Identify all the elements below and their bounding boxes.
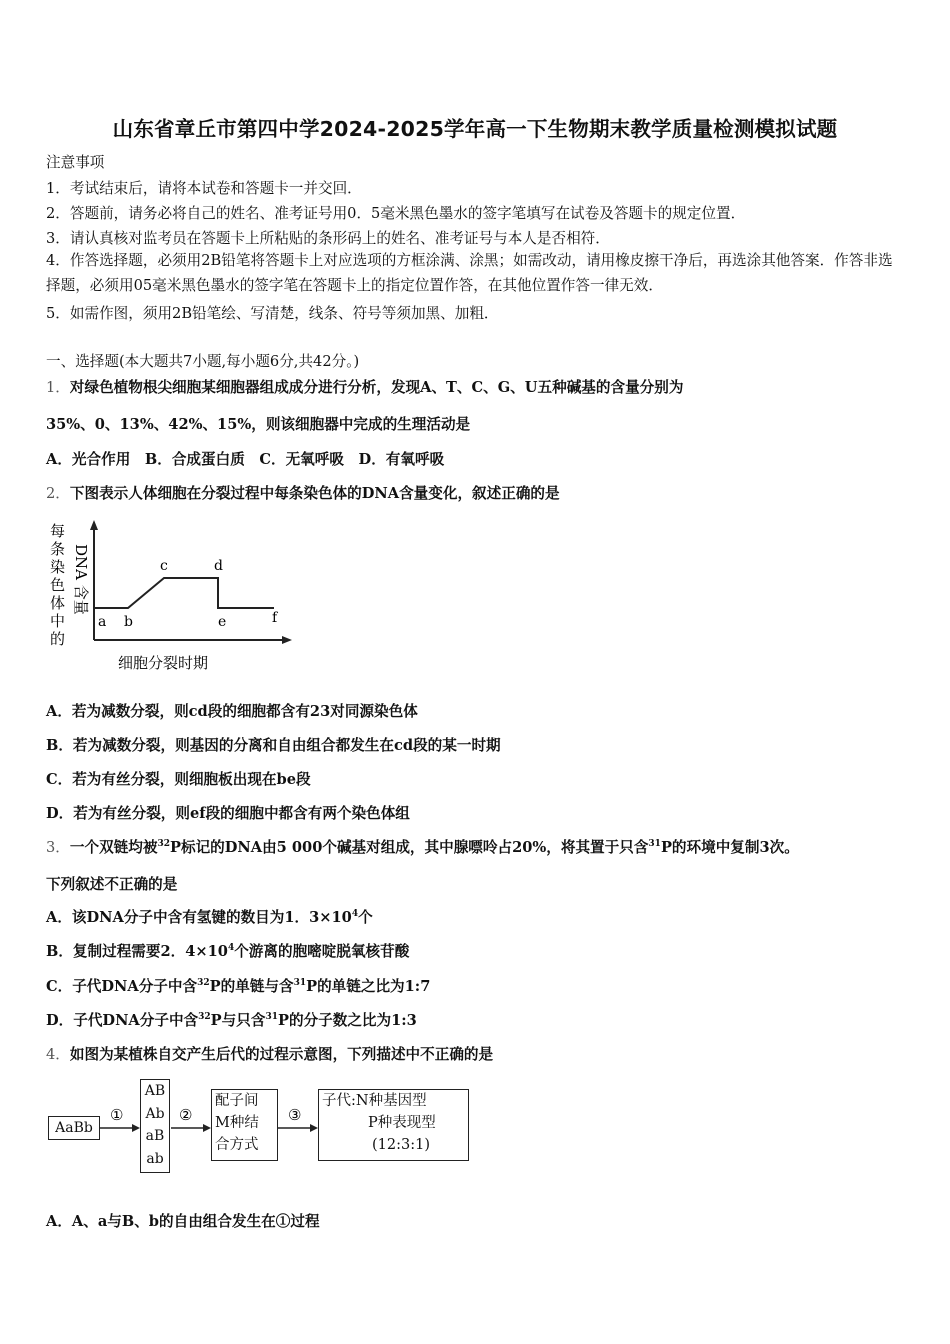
offspring-line-1: 子代:N种基因型: [322, 1093, 427, 1109]
question-2-option-b-text: B．若为减数分裂，则基因的分离和自由组合都发生在cd段的某一时期: [46, 737, 501, 754]
arrow-1: [100, 1104, 140, 1144]
point-b: b: [124, 614, 133, 630]
arrow-3: [278, 1104, 318, 1144]
q3-optD-p1: D．子代DNA分子中含: [46, 1012, 199, 1029]
question-2-option-d-text: D．若为有丝分裂，则ef段的细胞中都含有两个染色体组: [46, 805, 410, 822]
question-2-stem: [46, 482, 560, 503]
question-1-number: 1．: [46, 379, 70, 396]
section-heading: 一、选择题(本大题共7小题,每小题6分,共42分。): [46, 353, 360, 370]
gamete-Ab: Ab: [145, 1105, 165, 1122]
question-4-option-a: [46, 1210, 320, 1231]
combination-box: [211, 1089, 278, 1161]
question-1-stem-b: [46, 413, 470, 434]
q3-optB-sup: 4: [227, 943, 235, 954]
question-3-stem-b: [46, 873, 177, 894]
question-2-option-c: [46, 768, 311, 789]
y-axis-label-col2: DNA 含量: [72, 544, 90, 615]
question-2-option-b: [46, 734, 501, 755]
offspring-line-3: (12:3:1): [372, 1137, 430, 1153]
question-2-option-a: [46, 700, 418, 721]
q3-optA-p1: A．该DNA分子中含有氢键的数目为1．3×10: [46, 909, 352, 926]
q3-stem-sup1: 32: [157, 839, 170, 850]
question-1-options-text: A．光合作用 B．合成蛋白质 C．无氧呼吸 D．有氧呼吸: [46, 451, 445, 468]
offspring-line-2: P种表现型: [368, 1115, 436, 1131]
parent-genotype-box: AaBb: [48, 1116, 100, 1140]
point-f: f: [272, 610, 278, 626]
question-3-stem-b-text: 下列叙述不正确的是: [46, 876, 178, 893]
question-3-option-c: [46, 975, 430, 996]
q3-optD-sup1: 32: [198, 1012, 211, 1023]
q3-optC-p3: P的单链之比为1:7: [306, 978, 431, 995]
x-axis-label: 细胞分裂时期: [118, 654, 209, 672]
notice-item-2: 2．答题前，请务必将自己的姓名、准考证号用0．5毫米黑色墨水的签字笔填写在试卷及答题卡的规定位置．: [46, 205, 746, 222]
combine-line-1: 配子间: [215, 1093, 259, 1109]
question-1-stem-b-text: 35%、0、13%、42%、15%，则该细胞器中完成的生理活动是: [46, 416, 471, 433]
page-title: 山东省章丘市第四中学2024-2025学年高一下生物期末教学质量检测模拟试题: [112, 117, 838, 141]
question-4-number: 4．: [46, 1046, 70, 1063]
notice-item-4: 4．作答选择题，必须用2B铅笔将答题卡上对应选项的方框涂满、涂黑；如需改动，请用橡皮擦干净后，再选涂其他答案．作答非选择题，必须用05毫米黑色墨水的签字笔在答题卡上的指定位置作答，在其他位置作答一律无效．: [46, 252, 893, 294]
question-3-option-b: [46, 940, 409, 961]
q3-optD-p2: P与只含: [210, 1012, 266, 1029]
q3-stem-p2: P标记的DNA由5 000个碱基对组成，其中腺嘌呤占20%，将其置于只含: [170, 839, 649, 856]
combine-line-3: 合方式: [215, 1137, 259, 1153]
q3-optC-p2: P的单链与含: [209, 978, 294, 995]
step-3-label: ③: [288, 1106, 302, 1124]
notice-item-1: 1．考试结束后，请将本试卷和答题卡一并交回．: [46, 180, 362, 197]
q3-optB-p1: B．复制过程需要2．4×10: [46, 943, 228, 960]
question-3-option-a: [46, 906, 373, 927]
question-3-number: 3．: [46, 839, 70, 856]
q3-optD-p3: P的分子数之比为1:3: [277, 1012, 417, 1029]
q3-optC-sup2: 31: [293, 978, 307, 989]
offspring-box: [318, 1089, 469, 1161]
gamete-ab: ab: [146, 1150, 164, 1167]
question-2-stem-text: 下图表示人体细胞在分裂过程中每条染色体的DNA含量变化，叙述正确的是: [69, 485, 560, 502]
point-e: e: [218, 614, 227, 630]
q3-stem-p3: P的环境中复制3次。: [660, 839, 799, 856]
question-1-options: [46, 448, 444, 469]
point-d: d: [214, 558, 223, 574]
y-axis-label-col1: 每条染色体中的: [50, 522, 66, 648]
q3-stem-sup2: 31: [648, 839, 661, 850]
question-4-option-a-text: A．A、a与B、b的自由组合发生在①过程: [46, 1213, 320, 1230]
gamete-AB: AB: [144, 1083, 166, 1099]
dna-content-graph: [46, 516, 296, 676]
question-2-option-c-text: C．若为有丝分裂，则细胞板出现在be段: [46, 771, 311, 788]
gamete-aB: aB: [145, 1128, 165, 1144]
question-3-stem: [46, 836, 799, 857]
gametes-box: [140, 1079, 170, 1173]
q3-optA-p2: 个: [358, 909, 373, 926]
question-4-stem-text: 如图为某植株自交产生后代的过程示意图，下列描述中不正确的是: [69, 1046, 494, 1063]
question-2-option-d: [46, 802, 410, 823]
notice-heading: 注意事项: [46, 154, 105, 171]
question-4-stem: [46, 1043, 493, 1064]
q3-optB-p2: 个游离的胞嘧啶脱氧核苷酸: [234, 943, 410, 960]
combine-line-2: M种结: [215, 1115, 259, 1131]
question-3-option-d: [46, 1009, 417, 1030]
q3-optC-p1: C．子代DNA分子中含: [46, 978, 198, 995]
question-1-stem-a-text: 对绿色植物根尖细胞某细胞器组成成分进行分析，发现A、T、C、G、U五种碱基的含量分别为: [69, 379, 684, 396]
point-a: a: [98, 614, 107, 630]
q3-optA-sup: 4: [351, 909, 359, 920]
q3-optD-sup2: 31: [265, 1012, 278, 1023]
point-c: c: [160, 558, 168, 574]
arrow-2: [171, 1104, 211, 1144]
question-2-option-a-text: A．若为减数分裂，则cd段的细胞都含有23对同源染色体: [46, 703, 418, 720]
notice-item-3: 3．请认真核对监考员在答题卡上所粘贴的条形码上的姓名、准考证号与本人是否相符．: [46, 230, 610, 247]
question-2-number: 2．: [46, 485, 70, 502]
question-1-stem-a: [46, 376, 683, 397]
step-1-label: ①: [110, 1106, 124, 1124]
dna-curve: [94, 578, 274, 608]
q3-optC-sup1: 32: [197, 978, 210, 989]
y-axis-arrow: [90, 520, 98, 530]
step-2-label: ②: [179, 1106, 193, 1124]
notice-item-5: 5．如需作图，须用2B铅笔绘、写清楚，线条、符号等须加黑、加粗．: [46, 305, 499, 322]
x-axis-arrow: [282, 636, 292, 644]
q3-stem-p1: 一个双链均被: [69, 839, 158, 856]
